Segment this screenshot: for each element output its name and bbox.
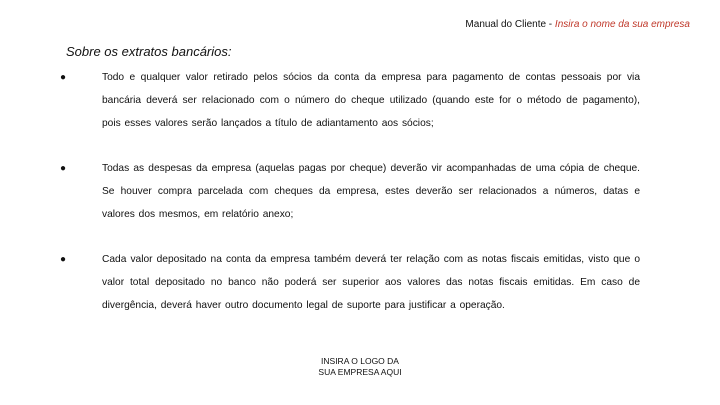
bullet-icon: ● <box>60 72 67 83</box>
list-item-text: Cada valor depositado na conta da empresa também deverá ter relação com as notas fiscais emitidas, visto que o valor total depositado no banco não poderá ser superior aos valores das notas fiscais emitidas. Em caso de divergência, deverá haver outro documento legal de suporte para justificar a operação. <box>102 254 640 311</box>
bullet-icon: ● <box>60 254 67 265</box>
bullet-list <box>60 66 640 317</box>
list-item <box>60 248 640 317</box>
logo-placeholder-line-1: INSIRA O LOGO DA <box>321 356 399 366</box>
header-prefix: Manual do Cliente - <box>465 19 555 30</box>
logo-placeholder <box>280 356 440 378</box>
page-header <box>465 19 690 30</box>
logo-placeholder-line-2: SUA EMPRESA AQUI <box>318 367 402 377</box>
list-item-text: Todo e qualquer valor retirado pelos sócios da conta da empresa para pagamento de contas pessoais por via bancária deverá ser relacionado com o número do cheque utilizado (quando este for o método de pagamento), pois esses valores serão lançados a título de adiantamento aos sócios; <box>102 72 640 129</box>
section-title: Sobre os extratos bancários: <box>66 44 232 59</box>
header-company-placeholder: Insira o nome da sua empresa <box>554 19 690 30</box>
list-item-text: Todas as despesas da empresa (aquelas pagas por cheque) deverão vir acompanhadas de uma cópia de cheque. Se houver compra parcelada com cheques da empresa, estes deverão ser relacionados a números, datas e valores dos mesmos, em relatório anexo; <box>102 163 640 220</box>
list-item <box>60 157 640 226</box>
list-item <box>60 66 640 135</box>
bullet-icon: ● <box>60 163 67 174</box>
